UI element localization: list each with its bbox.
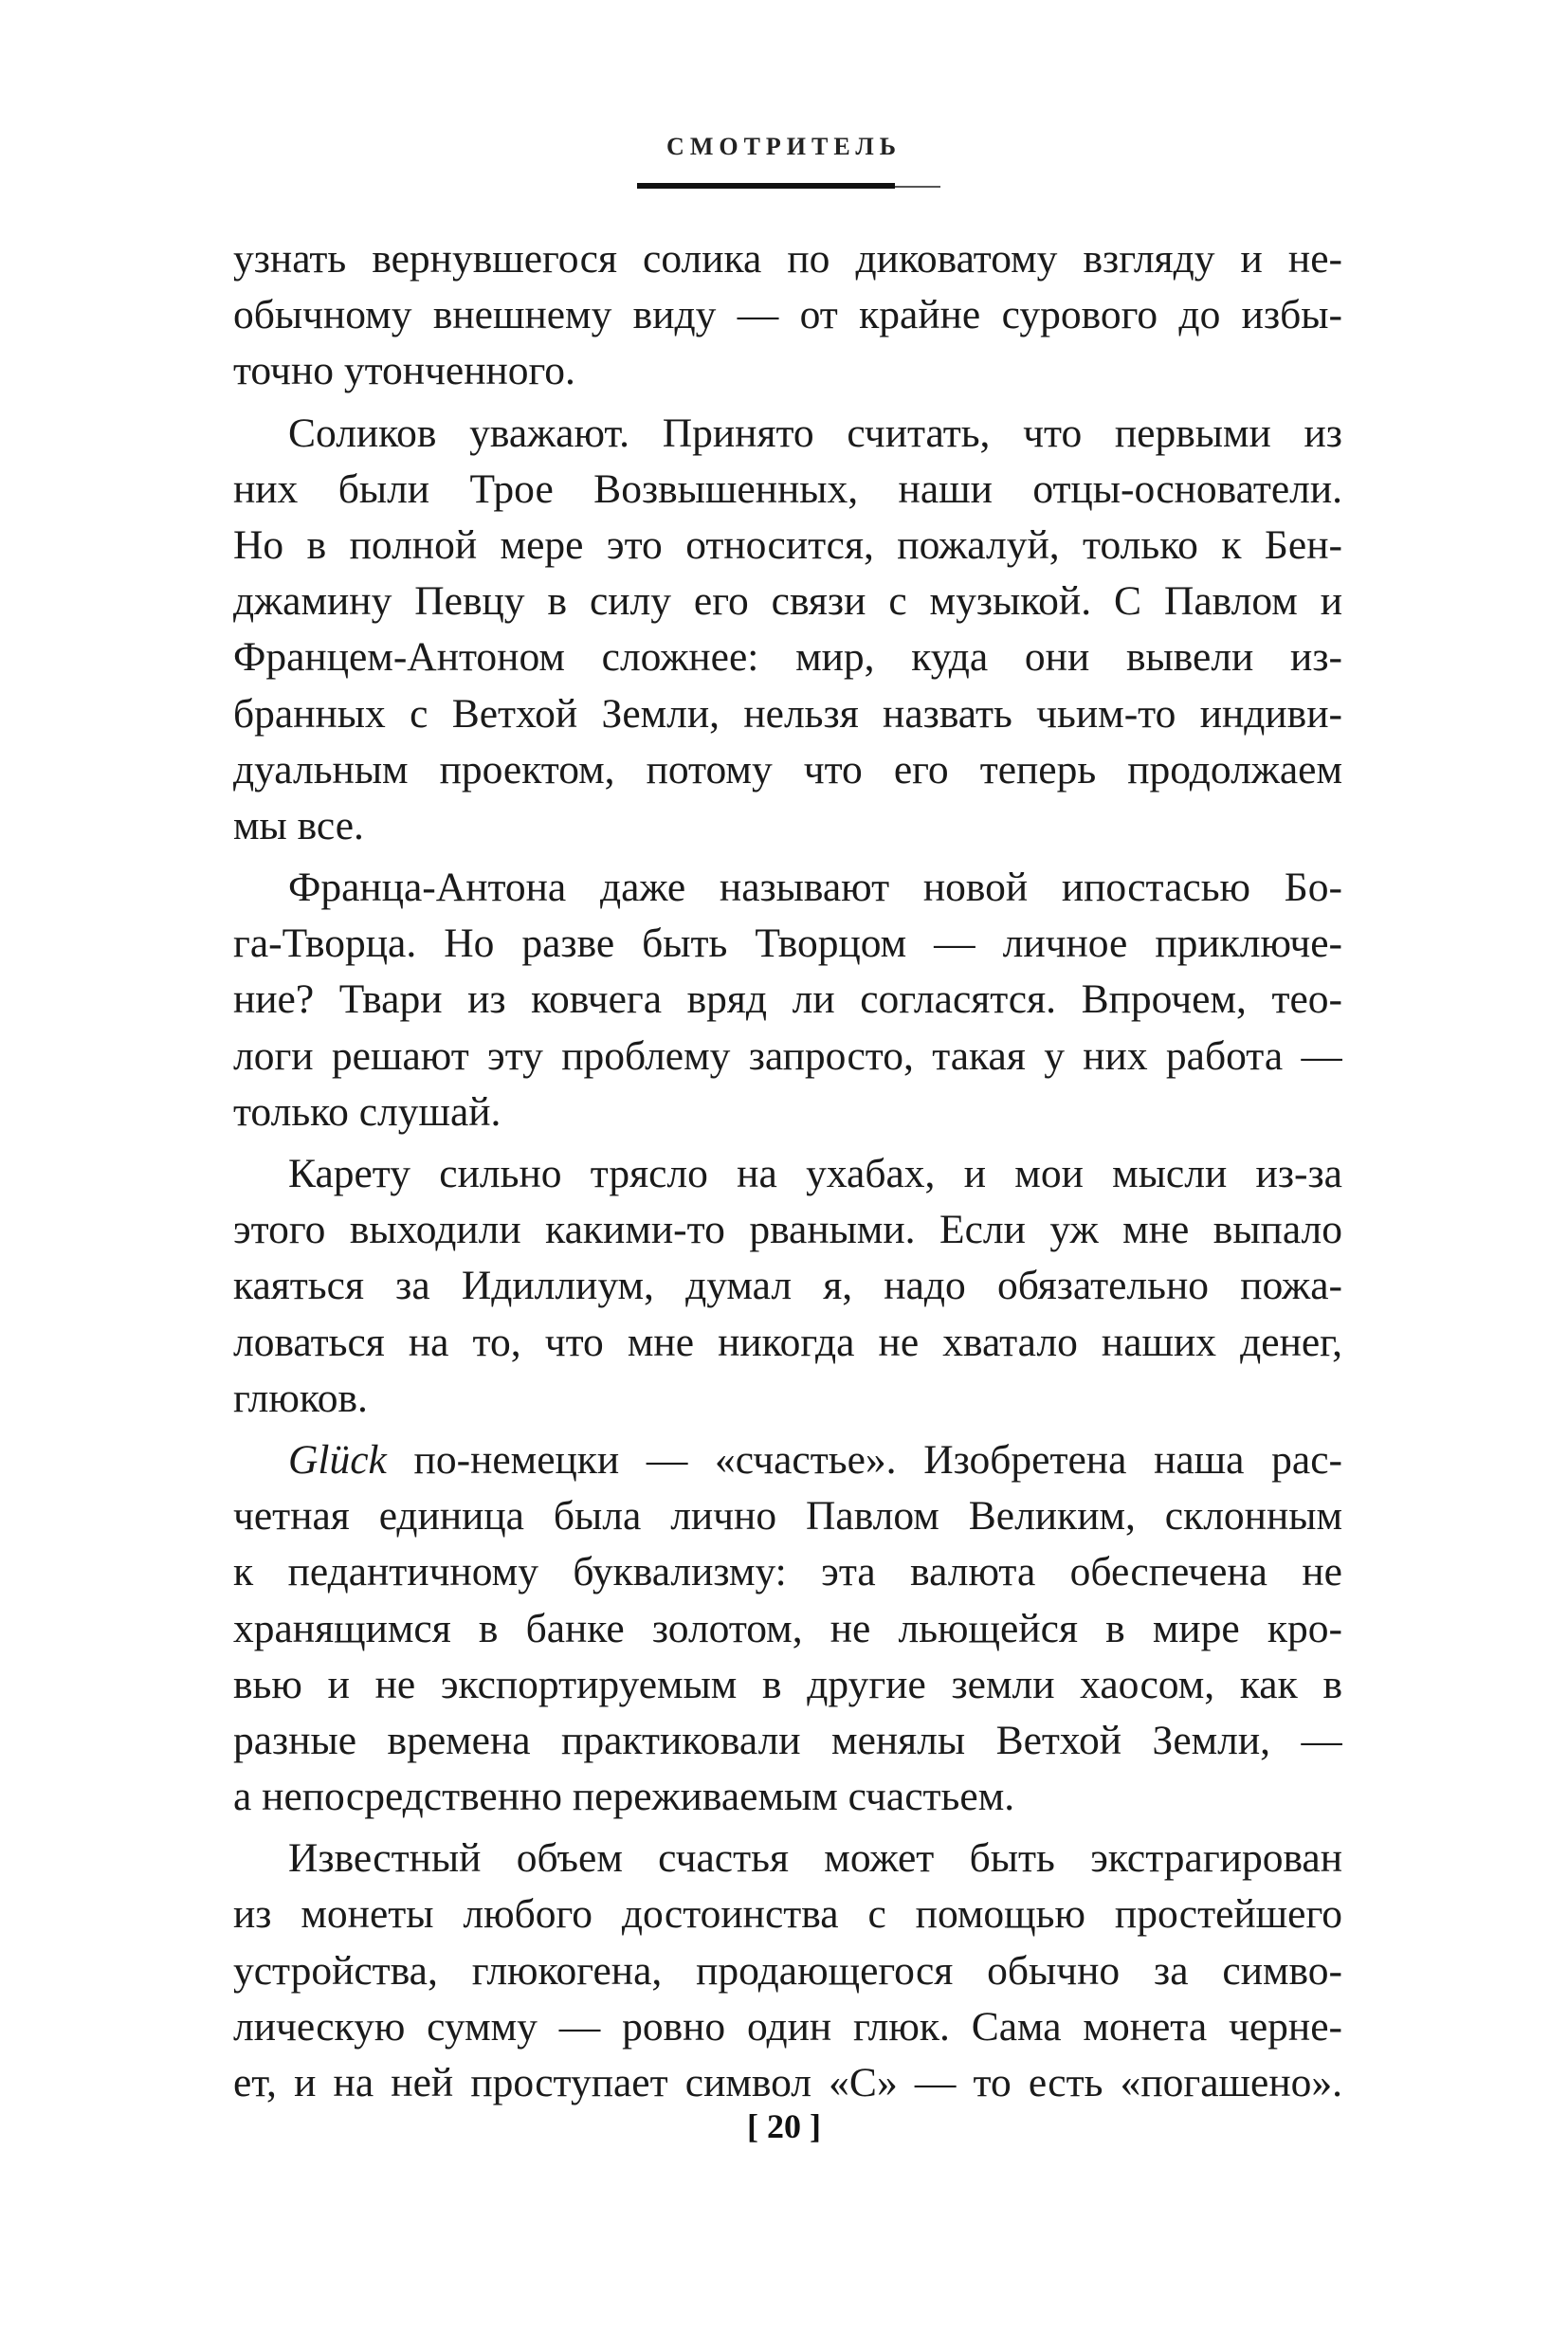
text-line: Францем-Антоном сложнее: мир, куда они вывели из- (233, 634, 1342, 681)
text-line: ловаться на то, что мне никогда не хватало наших денег, (233, 1319, 1342, 1365)
text-line: ет, и на ней проступает символ «C» — то есть «погашено». (233, 2060, 1342, 2105)
text-line: мы все. (233, 802, 364, 848)
text-line: ние? Твари из ковчега вряд ли согласятся. Впрочем, тео- (233, 976, 1342, 1023)
text-line: глюков. (233, 1375, 368, 1421)
text-line-rest: по-немецки — «счастье». Изобретена наша рас- (386, 1436, 1342, 1483)
text-line: а непосредственно переживаемым счастьем. (233, 1774, 1015, 1820)
text-line: четная единица была лично Павлом Великим, склонным (233, 1493, 1342, 1540)
text-line (233, 1432, 1342, 1488)
text-line: к педантичному буквализму: эта валюта обеспечена не (233, 1549, 1342, 1595)
text-line: вью и не экспортируемым в другие земли хаосом, как в (233, 1661, 1342, 1707)
body-text (233, 231, 1342, 2111)
text-line: хранящимся в банке золотом, не льющейся в мире кро- (233, 1605, 1342, 1651)
text-line: только слушай. (233, 1088, 501, 1135)
paragraph (233, 231, 1342, 400)
text-line: разные времена практиковали менялы Ветхой Земли, — (233, 1717, 1342, 1763)
text-line: точно утонченного. (233, 348, 575, 394)
paragraph (233, 406, 1342, 855)
text-line: логи решают эту проблему запросто, такая у них работа — (233, 1032, 1342, 1079)
text-line: узнать вернувшегося солика по диковатому взгляду и не- (233, 236, 1342, 282)
text-line: каяться за Идиллиум, думал я, надо обязательно пожа- (233, 1263, 1342, 1309)
running-header (0, 133, 1568, 161)
paragraph (233, 860, 1342, 1140)
text-line: из монеты любого достоинства с помощью простейшего (233, 1891, 1342, 1938)
text-line: устройства, глюкогена, продающегося обычно за симво- (233, 1947, 1342, 1994)
italic-term: Glück (288, 1436, 387, 1483)
text-line: дуальным проектом, потому что его теперь продолжаем (233, 746, 1342, 793)
header-rule-accent (637, 183, 895, 189)
text-line: джамину Певцу в силу его связи с музыкой. С Павлом и (233, 578, 1342, 625)
text-line: Известный объем счастья может быть экстрагирован (288, 1835, 1342, 1882)
page-number: [ 20 ] (747, 2107, 821, 2145)
text-line: них были Трое Возвышенных, наши отцы-основатели. (233, 465, 1342, 512)
paragraph (233, 1831, 1342, 2111)
paragraph (233, 1146, 1342, 1427)
text-line: Карету сильно трясло на ухабах, и мои мысли из-за (288, 1151, 1342, 1196)
running-title: СМОТРИТЕЛЬ (666, 133, 902, 160)
text-line: бранных с Ветхой Земли, нельзя назвать чьим-то индиви- (233, 690, 1342, 737)
text-line: Соликов уважают. Принято считать, что первыми из (288, 410, 1342, 456)
text-line: этого выходили какими-то рваными. Если уж мне выпало (233, 1207, 1342, 1253)
text-line: га-Творца. Но разве быть Творцом — личное приключе- (233, 920, 1342, 967)
text-line: лическую сумму — ровно один глюк. Сама монета черне- (233, 2003, 1342, 2050)
text-line: Но в полной мере это относится, пожалуй, только к Бен- (233, 521, 1342, 568)
text-line: обычному внешнему виду — от крайне сурового до избы- (233, 292, 1342, 338)
text-line: Франца-Антона даже называют новой ипостасью Бо- (288, 865, 1342, 911)
paragraph (233, 1432, 1342, 1825)
